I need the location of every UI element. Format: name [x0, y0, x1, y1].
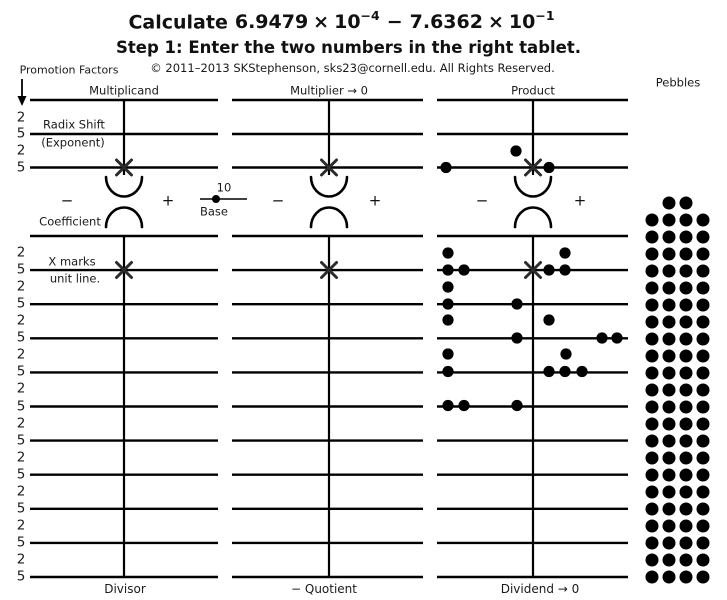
minus-sign-multiplicand: − — [60, 191, 74, 210]
pool-pebble[interactable] — [680, 435, 693, 448]
row-scale-label: 5 — [16, 465, 26, 482]
pool-pebble[interactable] — [663, 452, 676, 465]
pool-pebble[interactable] — [680, 520, 693, 533]
coefficient-label: Coefficient — [39, 214, 101, 229]
pebble[interactable] — [559, 264, 570, 275]
pool-pebble[interactable] — [697, 333, 710, 346]
pool-pebble[interactable] — [663, 367, 676, 380]
pool-pebble[interactable] — [697, 452, 710, 465]
pool-pebble[interactable] — [680, 384, 693, 397]
pebble[interactable] — [458, 400, 469, 411]
pool-pebble[interactable] — [697, 571, 710, 584]
minus-sign-multiplier: − — [271, 191, 285, 210]
pool-pebble[interactable] — [646, 248, 659, 261]
cup-arc — [515, 177, 551, 197]
pebble[interactable] — [510, 145, 521, 156]
pool-pebble[interactable] — [680, 231, 693, 244]
row-scale-label: 2 — [16, 346, 26, 363]
pebble[interactable] — [576, 366, 587, 377]
pool-pebble[interactable] — [680, 367, 693, 380]
title-base-2: 10 — [508, 11, 536, 34]
pool-pebble[interactable] — [680, 299, 693, 312]
pebble[interactable] — [511, 400, 522, 411]
pool-pebble[interactable] — [663, 537, 676, 550]
pool-pebble[interactable] — [646, 367, 659, 380]
pool-pebble[interactable] — [680, 418, 693, 431]
step-instruction: Step 1: Enter the two numbers in the right tablet. — [115, 38, 582, 57]
pool-pebble[interactable] — [697, 265, 710, 278]
pool-pebble[interactable] — [697, 435, 710, 448]
radix-shift-label: Radix Shift — [43, 117, 105, 132]
pebble[interactable] — [442, 264, 453, 275]
row-scale-label: 2 — [16, 517, 26, 534]
pool-pebble[interactable] — [646, 503, 659, 516]
pool-pebble[interactable] — [680, 401, 693, 414]
tablet-footer-divisor: Divisor — [104, 582, 146, 596]
pool-pebble[interactable] — [663, 520, 676, 533]
pebble[interactable] — [543, 264, 554, 275]
pool-pebble[interactable] — [697, 316, 710, 329]
pool-pebble[interactable] — [697, 248, 710, 261]
pebble[interactable] — [596, 332, 607, 343]
tablet-footer-quotient: − Quotient — [291, 582, 357, 596]
pebbles-panel-label: Pebbles — [655, 75, 701, 90]
pool-pebble[interactable] — [680, 197, 693, 210]
base-label: Base — [199, 204, 229, 219]
pool-pebble[interactable] — [646, 316, 659, 329]
pool-pebble[interactable] — [663, 503, 676, 516]
pool-pebble[interactable] — [646, 350, 659, 363]
row-scale-label: 2 — [16, 142, 26, 159]
row-scale-label: 5 — [16, 363, 26, 380]
row-scale-label: 2 — [16, 244, 26, 261]
plus-sign-product: + — [573, 191, 587, 210]
pebble[interactable] — [511, 332, 522, 343]
pebble[interactable] — [442, 247, 453, 258]
tablet-header-product: Product — [511, 83, 555, 98]
pool-pebble[interactable] — [663, 435, 676, 448]
base-value-label: 10 — [216, 180, 232, 195]
pebble[interactable] — [442, 298, 453, 309]
pool-pebble[interactable] — [663, 384, 676, 397]
pool-pebble[interactable] — [646, 435, 659, 448]
pool-pebble[interactable] — [646, 401, 659, 414]
pool-pebble[interactable] — [697, 469, 710, 482]
pool-pebble[interactable] — [697, 299, 710, 312]
pool-pebble[interactable] — [697, 231, 710, 244]
pebble[interactable] — [442, 348, 453, 359]
subtract-sign: − — [386, 11, 403, 34]
title-coefficient-1: 6.9479 — [234, 11, 309, 34]
title-exponent-2: −1 — [535, 8, 555, 23]
title-coefficient-2: 7.6362 — [409, 11, 483, 34]
pebble[interactable] — [458, 264, 469, 275]
pool-pebble[interactable] — [680, 265, 693, 278]
exponent-label: (Exponent) — [41, 135, 105, 150]
pebble[interactable] — [560, 348, 571, 359]
row-scale-label: 5 — [16, 261, 26, 278]
pool-pebble[interactable] — [663, 554, 676, 567]
pool-pebble[interactable] — [646, 265, 659, 278]
cup-arc — [106, 177, 142, 197]
pebble[interactable] — [543, 162, 554, 173]
cap-arc — [515, 208, 551, 228]
pool-pebble[interactable] — [697, 486, 710, 499]
pool-pebble[interactable] — [646, 486, 659, 499]
row-scale-label: 5 — [16, 159, 26, 176]
pool-pebble[interactable] — [680, 333, 693, 346]
pool-pebble[interactable] — [680, 554, 693, 567]
pebble[interactable] — [442, 281, 453, 292]
pebble[interactable] — [611, 332, 622, 343]
pool-pebble[interactable] — [680, 350, 693, 363]
pool-pebble[interactable] — [680, 316, 693, 329]
pool-pebble[interactable] — [697, 367, 710, 380]
pool-pebble[interactable] — [663, 299, 676, 312]
row-scale-label: 2 — [16, 380, 26, 397]
x-marks-label-line1: X marks — [48, 254, 96, 269]
cap-arc — [106, 208, 142, 228]
tablet-header-multiplier: Multiplier → 0 — [290, 83, 368, 98]
promotion-factors-label: Promotion Factors — [19, 63, 119, 77]
pool-pebble[interactable] — [663, 231, 676, 244]
pool-pebble[interactable] — [646, 469, 659, 482]
pebble[interactable] — [543, 366, 554, 377]
pebble[interactable] — [442, 366, 453, 377]
pool-pebble[interactable] — [680, 248, 693, 261]
pool-pebble[interactable] — [697, 401, 710, 414]
pool-pebble[interactable] — [646, 384, 659, 397]
multiply-sign-2: × — [487, 11, 504, 34]
pool-pebble[interactable] — [697, 418, 710, 431]
pebble[interactable] — [511, 298, 522, 309]
pool-pebble[interactable] — [663, 265, 676, 278]
row-scale-label: 5 — [16, 397, 26, 414]
pool-pebble[interactable] — [646, 452, 659, 465]
pool-pebble[interactable] — [680, 282, 693, 295]
row-scale-label: 2 — [16, 551, 26, 568]
pool-pebble[interactable] — [680, 503, 693, 516]
row-scale-label: 2 — [16, 414, 26, 431]
pool-pebble[interactable] — [646, 418, 659, 431]
pool-pebble[interactable] — [663, 571, 676, 584]
pebble[interactable] — [543, 314, 554, 325]
pool-pebble[interactable] — [680, 214, 693, 227]
pool-pebble[interactable] — [646, 554, 659, 567]
row-scale-label: 2 — [16, 312, 26, 329]
pool-pebble[interactable] — [680, 469, 693, 482]
row-scale-label: 2 — [16, 448, 26, 465]
base-pebble[interactable] — [212, 195, 220, 203]
pebble[interactable] — [559, 366, 570, 377]
row-scale-label: 2 — [16, 483, 26, 499]
pool-pebble[interactable] — [697, 384, 710, 397]
pool-pebble[interactable] — [680, 571, 693, 584]
tablet-footer-dividend: Dividend → 0 — [500, 582, 580, 596]
pool-pebble[interactable] — [646, 571, 659, 584]
pebble[interactable] — [442, 314, 453, 325]
multiply-sign: × — [313, 11, 330, 34]
row-scale-label: 2 — [16, 108, 26, 125]
row-scale-label: 5 — [16, 295, 26, 312]
pebble[interactable] — [442, 400, 453, 411]
row-scale-label: 5 — [16, 500, 26, 517]
pool-pebble[interactable] — [646, 333, 659, 346]
pool-pebble[interactable] — [663, 486, 676, 499]
pebble[interactable] — [559, 247, 570, 258]
pool-pebble[interactable] — [663, 248, 676, 261]
cap-arc — [311, 208, 347, 228]
copyright-notice: © 2011–2013 SKStephenson, sks23@cornell.edu. All Rights Reserved. — [150, 61, 555, 75]
row-scale-label: 5 — [16, 125, 26, 142]
pool-pebble[interactable] — [697, 520, 710, 533]
pool-pebble[interactable] — [697, 214, 710, 227]
tablet-header-multiplicand: Multiplicand — [89, 83, 159, 98]
pool-pebble[interactable] — [646, 282, 659, 295]
row-scale-label: 2 — [16, 278, 26, 295]
pool-pebble[interactable] — [697, 282, 710, 295]
pool-pebble[interactable] — [680, 486, 693, 499]
pool-pebble[interactable] — [663, 316, 676, 329]
row-scale-label: 5 — [16, 329, 26, 346]
row-scale-label: 5 — [16, 568, 26, 585]
pool-pebble[interactable] — [646, 537, 659, 550]
pool-pebble[interactable] — [663, 469, 676, 482]
pool-pebble[interactable] — [697, 537, 710, 550]
pool-pebble[interactable] — [663, 282, 676, 295]
pool-pebble[interactable] — [680, 452, 693, 465]
pebble[interactable] — [440, 162, 451, 173]
pool-pebble[interactable] — [646, 520, 659, 533]
title-exponent-1: −4 — [360, 8, 380, 23]
row-scale-label: 5 — [16, 534, 26, 551]
x-marks-label-line2: unit line. — [49, 271, 101, 286]
pool-pebble[interactable] — [663, 418, 676, 431]
pool-pebble[interactable] — [663, 350, 676, 363]
pool-pebble[interactable] — [646, 214, 659, 227]
promotion-arrow-head — [18, 96, 27, 106]
pool-pebble[interactable] — [646, 231, 659, 244]
pool-pebble[interactable] — [663, 401, 676, 414]
row-scale-label: 5 — [16, 431, 26, 448]
pool-pebble[interactable] — [697, 503, 710, 516]
title-base-1: 10 — [334, 11, 361, 34]
pool-pebble[interactable] — [697, 350, 710, 363]
title-action: Calculate — [128, 11, 228, 34]
pool-pebble[interactable] — [680, 537, 693, 550]
plus-sign-multiplicand: + — [161, 191, 175, 210]
pool-pebble[interactable] — [663, 333, 676, 346]
plus-sign-multiplier: + — [368, 191, 382, 210]
pool-pebble[interactable] — [663, 197, 676, 210]
minus-sign-product: − — [475, 191, 489, 210]
pool-pebble[interactable] — [697, 554, 710, 567]
cup-arc — [311, 177, 347, 197]
pool-pebble[interactable] — [663, 214, 676, 227]
pool-pebble[interactable] — [646, 299, 659, 312]
